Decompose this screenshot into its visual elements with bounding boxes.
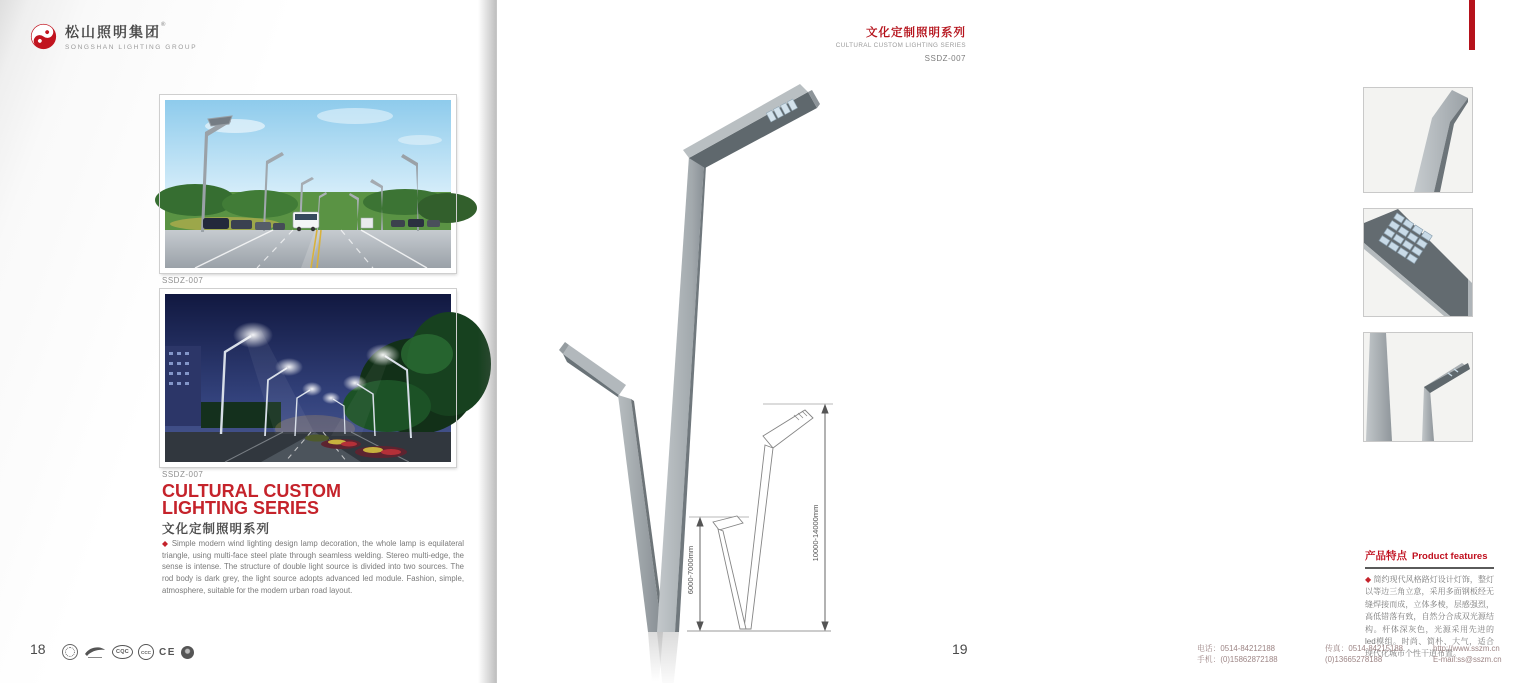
photo2-model-label: SSDZ-007	[162, 470, 204, 479]
photo-daytime-road	[160, 95, 456, 273]
features-body: ◆ 简约现代风格路灯设计灯饰，整灯以等边三角立意，采用多面钢板经无缝焊接而成，立体多棱，层感强烈，高低错落有致，自然分合成双光源结构。杆体深灰色，光源采用先进的led模组。时尚、简朴、大气，适合现代化城市个性干道布置。	[1365, 575, 1495, 659]
dimension-label-tall: 10000-14000mm	[811, 504, 820, 562]
daytime-road-illustration	[165, 100, 451, 268]
quality-seal-icon	[62, 644, 78, 660]
header-series-en: CULTURAL CUSTOM LIGHTING SERIES	[835, 42, 966, 49]
contact-email: E-mail:ss@sszm.cn	[1433, 655, 1502, 665]
round-badge-icon	[181, 646, 194, 659]
brand-logo	[30, 22, 197, 51]
contact-fax: 传真：0514-84215188	[1325, 644, 1404, 653]
registered-mark: ®	[161, 22, 168, 28]
brand-name-cn: 松山照明集团®	[65, 22, 168, 40]
detail-thumb-pole-joint	[1363, 87, 1473, 193]
detail-thumb-led-module	[1363, 208, 1473, 317]
series-title-en: CULTURAL CUSTOM LIGHTING SERIES	[162, 481, 341, 518]
cqc-mark-icon: CQC	[112, 645, 133, 659]
contact-mobile2: (0)13665278188	[1325, 655, 1383, 665]
ce-mark-icon: CE	[159, 646, 176, 658]
page-number-left: 18	[30, 641, 46, 657]
features-divider	[1365, 567, 1494, 569]
detail-thumb-arm-head	[1363, 332, 1473, 442]
songshan-logo-icon	[30, 23, 57, 50]
contact-mobile1: 手机：(0)15862872188	[1197, 655, 1278, 665]
diamond-bullet-icon: ◆	[162, 539, 169, 548]
series-title-cn: 文化定制照明系列	[162, 522, 271, 536]
dimension-drawing	[685, 398, 835, 643]
left-page	[0, 0, 497, 683]
page-number-right: 19	[952, 641, 968, 657]
right-header	[836, 24, 966, 49]
photo1-model-label: SSDZ-007	[162, 276, 204, 285]
series-description: ◆ Simple modern wind lighting design lamp decoration, the whole lamp is equilateral triangle, using multi-face steel plate through seamless welding. Stereo multi-edge, the sense is intense. The structure of double light source is divided into two sources. The rod body is dark grey, the light source adopts advanced led module. Fashion, simple, atmosphere, suitable for the modern urban road layout.	[162, 539, 464, 595]
photo-night-road	[160, 289, 456, 467]
header-series-cn: 文化定制照明系列	[866, 27, 966, 39]
dimension-label-short: 6000-7000mm	[686, 545, 695, 595]
inspection-swoosh-icon	[83, 645, 107, 659]
night-road-illustration	[165, 294, 451, 462]
right-page	[497, 0, 1502, 683]
header-model-code: SSDZ-007	[924, 54, 966, 63]
diamond-bullet-icon: ◆	[1365, 575, 1372, 584]
contact-website: http://www.sszm.cn	[1433, 644, 1500, 653]
contact-info	[1197, 643, 1525, 666]
ccc-mark-icon: CCC	[138, 644, 154, 660]
contact-tel: 电话：0514-84212188	[1197, 644, 1276, 653]
features-title: 产品特点 Product features	[1365, 550, 1488, 562]
certification-icons	[62, 644, 194, 660]
red-accent-bar	[1469, 0, 1475, 50]
brand-name-en: SONGSHAN LIGHTING GROUP	[65, 44, 198, 51]
